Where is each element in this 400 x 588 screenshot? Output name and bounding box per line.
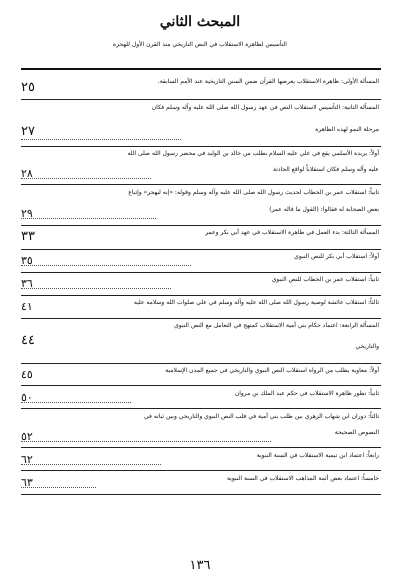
leader-dots — [21, 265, 191, 266]
toc-subentry: ثانياً: تطور ظاهرة الاستقلاب في حكم عبد الملك بن مروان — [234, 390, 379, 397]
divider — [21, 272, 381, 273]
toc-page-number: ٣٥ — [21, 254, 33, 267]
toc-subentry: أولاً: استقلاب أبي بكر للنص النبوي — [294, 253, 379, 260]
toc-subentry: أولاً: بريدة الأسلمي يقع في علي عليه السلام بطلب من خالد بن الوليد في محضر رسول الله صلى الله — [127, 150, 379, 157]
divider — [21, 494, 381, 495]
divider — [21, 99, 381, 100]
toc-subentry-continuation: بعض الصحابة له فقالوا: (القول ما قاله عمر) — [269, 206, 379, 213]
toc-subentry: ثالثاً: استقلاب عائشة لوصية رسول الله صلى الله عليه وآله وسلم في علي صلوات الله وسلامه عليه — [133, 299, 379, 306]
toc-entry-continuation: والتاريخي — [355, 343, 379, 350]
toc-entry: المسألة الأولى: ظاهرة الاستقلاب يعرضها القرآن ضمن السنن التاريخية عند الأمم السابقة. — [157, 78, 379, 85]
toc-entry-continuation: مرحلة النمو لهذه الظاهرة — [315, 126, 379, 133]
toc-page-number: ٥٠ — [21, 391, 33, 404]
divider — [21, 68, 381, 70]
toc-page-number: ٣٣ — [21, 229, 35, 244]
toc-page-number: ٤١ — [21, 300, 33, 313]
toc-page-number: ٤٤ — [21, 333, 35, 348]
toc-subentry: ثانياً: استقلاب عمر بن الخطاب لحديث رسول الله صلى الله عليه وآله وسلم وقوله: «إنه ليهجر» وإتباع — [128, 189, 379, 196]
divider — [21, 249, 381, 250]
divider — [21, 318, 381, 319]
leader-dots — [21, 464, 161, 465]
divider — [21, 447, 381, 448]
divider — [21, 146, 381, 147]
leader-dots — [21, 288, 171, 289]
toc-page-number: ٢٧ — [21, 124, 35, 139]
toc-entry: المسألة الرابعة: اعتماد حكام بني أمية الاستقلاب كمنهج في التعامل مع النص النبوي — [174, 322, 379, 329]
divider — [21, 363, 381, 364]
toc-subentry-continuation: عليه وآله وسلم فكان استقلاباً لواقع الحادثة — [273, 166, 379, 173]
leader-dots — [21, 402, 131, 403]
toc-entry: المسألة الثانية: التأسيس لاستقلاب النص في عهد رسول الله صلى الله عليه وآله وسلم فكان — [151, 104, 379, 111]
leader-dots — [21, 178, 151, 179]
divider — [21, 408, 381, 409]
toc-page-number: ٦٣ — [21, 476, 33, 489]
toc-subentry-continuation: النصوص الصحيحة — [334, 429, 379, 436]
toc-page-number: ٢٨ — [21, 167, 33, 180]
divider — [21, 295, 381, 296]
toc-page-number: ٢٥ — [21, 80, 35, 95]
toc-subentry: ثانياً: استقلاب عمر بن الخطاب للنص النبوي — [271, 276, 379, 283]
page-number: ١٣٦ — [189, 558, 211, 573]
divider — [21, 385, 381, 386]
toc-subentry: رابعاً: اعتماد ابن تيمية الاستقلاب في السنة النبوية — [256, 452, 379, 459]
page-subtitle: التأسيس لظاهرة الاستقلاب في النص التاريخي منذ القرن الأول للهجرة — [113, 41, 287, 48]
leader-dots — [21, 441, 271, 442]
toc-page-number: ٢٩ — [21, 207, 33, 220]
toc-subentry: خامساً: اعتماد بعض أئمة المذاهب الاستقلاب في السنة النبوية — [226, 475, 379, 482]
toc-page-number: ٤٥ — [21, 368, 33, 381]
leader-dots — [21, 139, 181, 140]
toc-page-number: ٥٢ — [21, 430, 33, 443]
page-title: المبحث الثاني — [159, 14, 241, 30]
toc-entry: المسألة الثالثة: بدء العمل في ظاهرة الاستقلاب في عهد أبي بكر وعمر — [205, 229, 379, 236]
toc-page-number: ٣٦ — [21, 277, 33, 290]
toc-subentry: ثالثاً: دوران ابن شهاب الزهري بين طلب بني أمية في قلب النص النبوي والتاريخي وبين ثباته في — [144, 413, 379, 420]
divider — [21, 184, 381, 185]
divider — [21, 470, 381, 471]
toc-subentry: أولاً: معاوية يطلب من الرواة استقلاب النص النبوي والتاريخي في جميع المدن الإسلامية — [165, 367, 379, 374]
divider — [21, 225, 381, 226]
toc-page-number: ٦٢ — [21, 453, 33, 466]
leader-dots — [21, 218, 156, 219]
